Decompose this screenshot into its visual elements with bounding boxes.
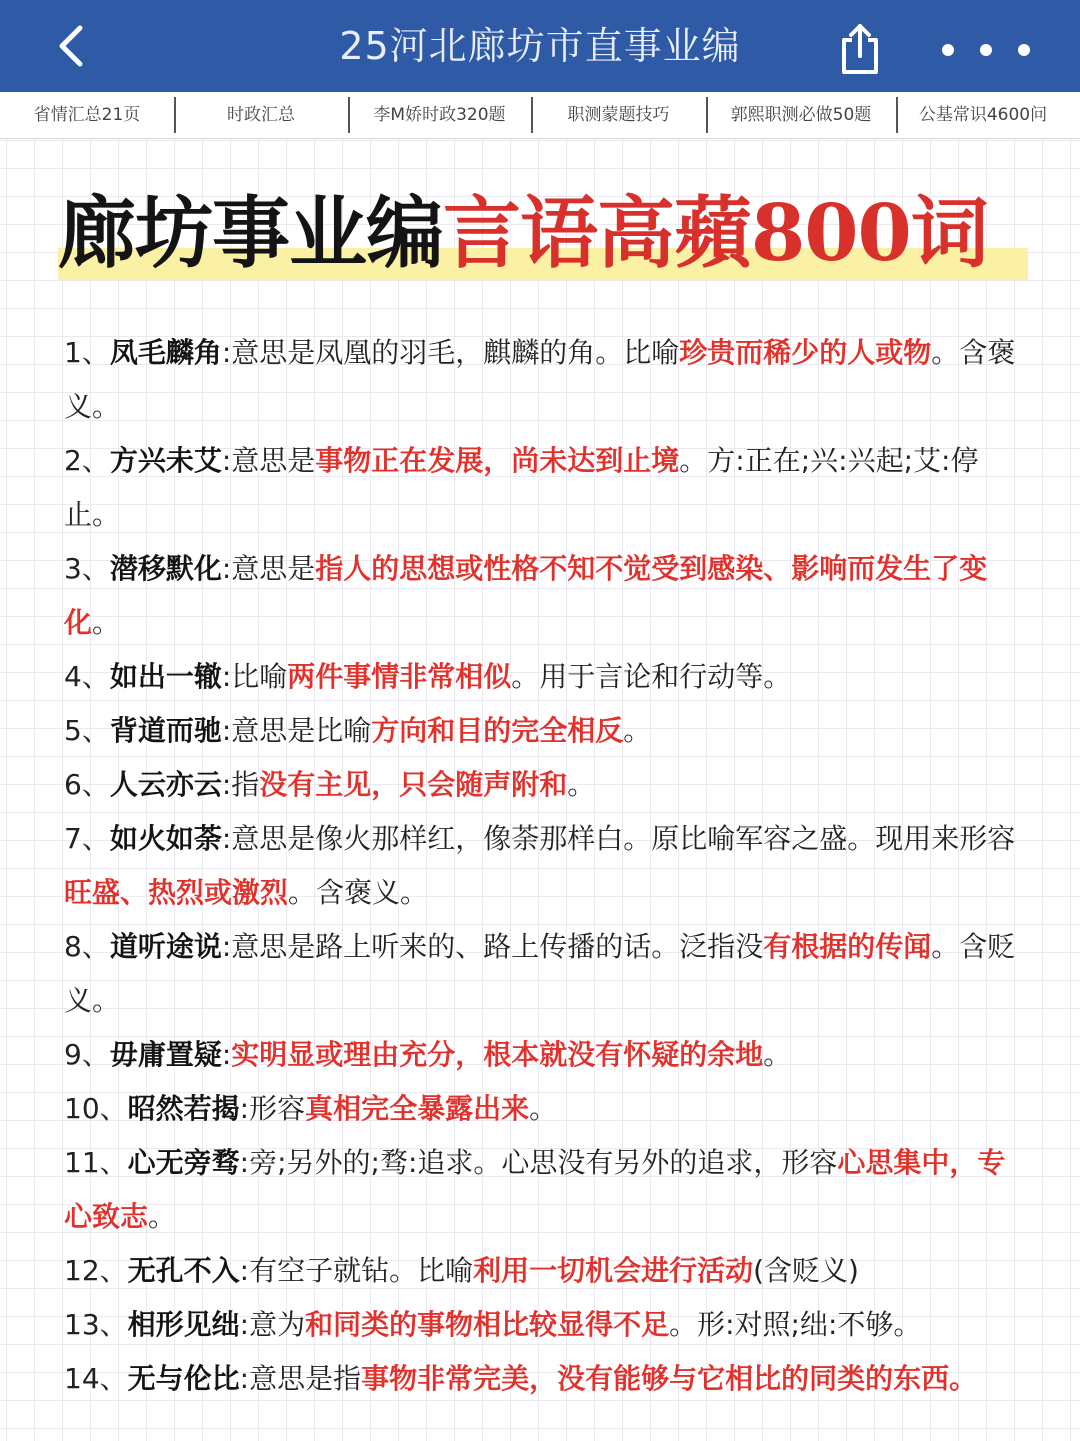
- definition-text: (含贬义): [753, 1254, 859, 1287]
- highlighted-definition: 指人的思想或性格不知不觉受到感染、影响而发生了变化: [64, 552, 988, 639]
- definition-text: :: [221, 1038, 232, 1071]
- collection-tab-bar: [0, 92, 1080, 139]
- highlighted-definition: 实明显或理由充分，根本就没有怀疑的余地: [231, 1038, 764, 1071]
- definition-text: :意思是: [221, 552, 316, 585]
- tab-current-affairs[interactable]: 时政汇总: [174, 92, 348, 138]
- definition-text: 。形:对照;绌:不够。: [669, 1308, 922, 1341]
- highlighted-definition: 有根据的传闻: [763, 930, 932, 963]
- definition-text: 。用于言论和行动等。: [511, 660, 792, 693]
- item-number: 9、: [64, 1038, 110, 1071]
- list-item: [64, 1028, 1024, 1082]
- tab-must-do-50[interactable]: 郭熙职测必做50题: [706, 92, 896, 138]
- list-item: [64, 1298, 1024, 1352]
- idiom-term: 方兴未艾: [109, 444, 222, 477]
- idiom-term: 无孔不入: [127, 1254, 240, 1287]
- list-item: [64, 812, 1024, 920]
- definition-text: :指: [221, 768, 260, 801]
- definition-text: 。: [763, 1038, 792, 1071]
- idiom-term: 人云亦云: [109, 768, 222, 801]
- tab-current-affairs-320[interactable]: 李M娇时政320题: [348, 92, 531, 138]
- list-item: [64, 1082, 1024, 1136]
- tab-guessing-tips[interactable]: 职测蒙题技巧: [531, 92, 706, 138]
- top-navigation-bar: [0, 0, 1080, 92]
- definition-text: :意为: [239, 1308, 306, 1341]
- definition-text: 。含褒义。: [288, 876, 429, 909]
- highlighted-definition: 事物非常完美，没有能够与它相比的同类的东西。: [361, 1362, 978, 1395]
- highlighted-definition: 事物正在发展，尚未达到止境: [315, 444, 680, 477]
- idiom-term: 凤毛麟角: [109, 336, 222, 369]
- list-item: [64, 1352, 1024, 1406]
- definition-text: :意思是像火那样红，像荼那样白。原比喻军容之盛。现用来形容: [221, 822, 1016, 855]
- vocabulary-list: [64, 326, 1024, 1406]
- headline-red-part: 言语高蘋800词: [443, 188, 988, 279]
- item-number: 5、: [64, 714, 110, 747]
- highlighted-definition: 珍贵而稀少的人或物: [679, 336, 932, 369]
- highlighted-definition: 旺盛、热烈或激烈: [64, 876, 289, 909]
- list-item: [64, 758, 1024, 812]
- item-number: 10、: [64, 1092, 128, 1125]
- share-button[interactable]: [832, 20, 888, 76]
- list-item: [64, 704, 1024, 758]
- list-item: [64, 1244, 1024, 1298]
- idiom-term: 心无旁骛: [127, 1146, 240, 1179]
- tab-province-summary[interactable]: 省情汇总21页: [33, 105, 141, 125]
- list-item: [64, 542, 1024, 650]
- app-title: 25河北廊坊市直事业编: [339, 24, 741, 68]
- item-number: 2、: [64, 444, 110, 477]
- definition-text: 。: [148, 1200, 177, 1233]
- item-number: 8、: [64, 930, 110, 963]
- idiom-term: 毋庸置疑: [109, 1038, 222, 1071]
- highlighted-definition: 没有主见，只会随声附和: [259, 768, 568, 801]
- idiom-term: 潜移默化: [109, 552, 222, 585]
- idiom-term: 如火如荼: [109, 822, 222, 855]
- highlighted-definition: 心思集中，专心致志: [64, 1146, 1006, 1233]
- idiom-term: 背道而驰: [109, 714, 222, 747]
- list-item: [64, 920, 1024, 1028]
- headline-black-part: 廊坊事业编: [58, 188, 444, 279]
- item-number: 6、: [64, 768, 110, 801]
- highlighted-definition: 和同类的事物相比较显得不足: [305, 1308, 670, 1341]
- tab-general-knowledge[interactable]: 公基常识4600问: [896, 92, 1070, 138]
- share-icon: [832, 20, 888, 76]
- item-number: 3、: [64, 552, 110, 585]
- definition-text: 。含褒义。: [64, 336, 1016, 423]
- idiom-term: 昭然若揭: [127, 1092, 240, 1125]
- definition-text: :形容: [239, 1092, 306, 1125]
- item-number: 13、: [64, 1308, 128, 1341]
- definition-text: :意思是指: [239, 1362, 362, 1395]
- list-item: [64, 1136, 1024, 1244]
- highlighted-definition: 方向和目的完全相反: [371, 714, 624, 747]
- list-item: [64, 650, 1024, 704]
- idiom-term: 如出一辙: [109, 660, 222, 693]
- definition-text: :意思是比喻: [221, 714, 372, 747]
- definition-text: :旁;另外的;骛:追求。心思没有另外的追求，形容: [239, 1146, 838, 1179]
- headline-text: [58, 188, 1028, 280]
- list-item: [64, 326, 1024, 434]
- highlighted-definition: 两件事情非常相似: [287, 660, 512, 693]
- definition-text: :有空子就钻。比喻: [239, 1254, 474, 1287]
- highlighted-definition: 真相完全暴露出来: [305, 1092, 530, 1125]
- item-number: 1、: [64, 336, 110, 369]
- highlighted-definition: 利用一切机会进行活动: [473, 1254, 754, 1287]
- definition-text: 。方:正在;兴:兴起;艾:停止。: [64, 444, 979, 531]
- definition-text: :意思是: [221, 444, 316, 477]
- idiom-term: 无与伦比: [127, 1362, 240, 1395]
- definition-text: :意思是凤凰的羽毛，麒麟的角。比喻: [221, 336, 680, 369]
- definition-text: 。: [92, 606, 121, 639]
- definition-text: :比喻: [221, 660, 288, 693]
- item-number: 7、: [64, 822, 110, 855]
- item-number: 12、: [64, 1254, 128, 1287]
- definition-text: 。含贬义。: [64, 930, 1016, 1017]
- page-headline: [58, 188, 1028, 288]
- more-options-button[interactable]: [928, 28, 1038, 68]
- definition-text: 。: [567, 768, 596, 801]
- more-dots-icon: [928, 28, 1038, 68]
- idiom-term: 相形见绌: [127, 1308, 240, 1341]
- definition-text: :意思是路上听来的、路上传播的话。泛指没: [221, 930, 764, 963]
- definition-text: 。: [623, 714, 652, 747]
- idiom-term: 道听途说: [109, 930, 222, 963]
- definition-text: 。: [529, 1092, 558, 1125]
- item-number: 14、: [64, 1362, 128, 1395]
- list-item: [64, 434, 1024, 542]
- item-number: 4、: [64, 660, 110, 693]
- item-number: 11、: [64, 1146, 128, 1179]
